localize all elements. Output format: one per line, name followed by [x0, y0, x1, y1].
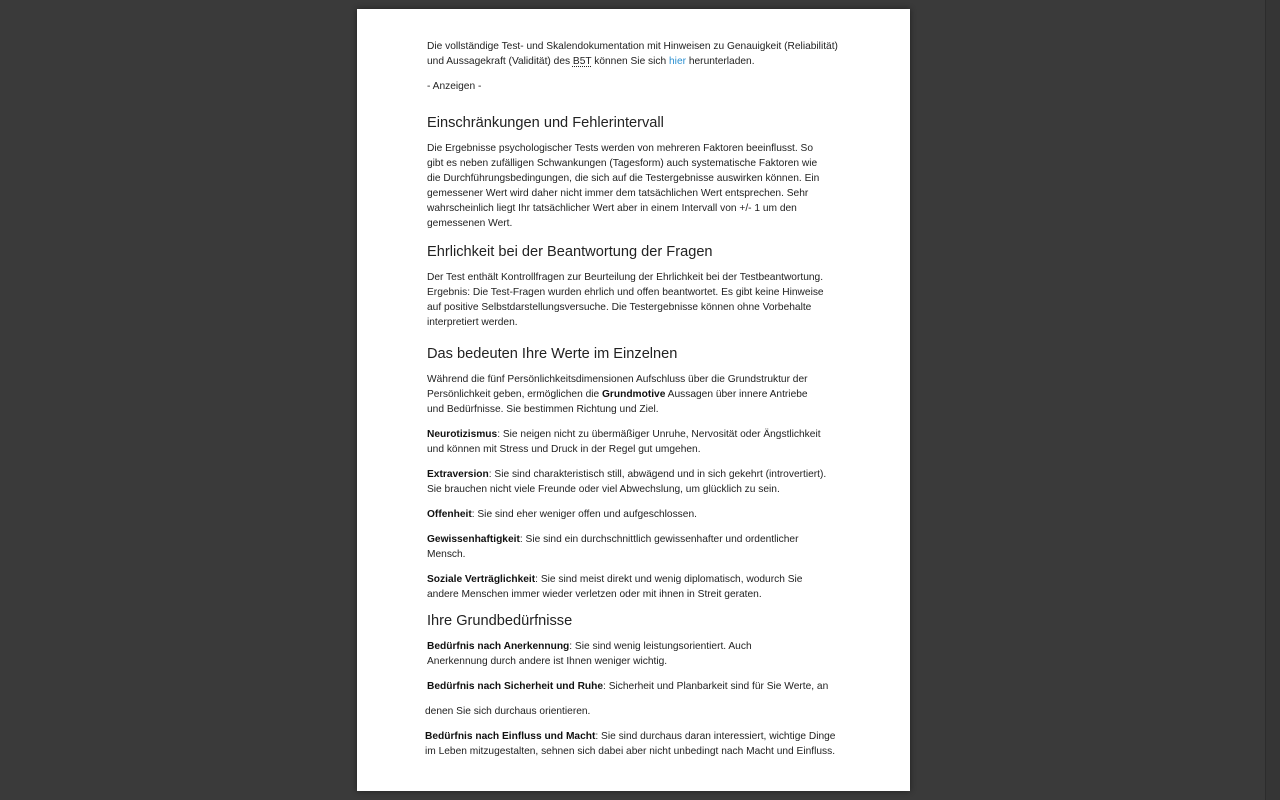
trait-text: : Sie sind charakteristisch still, abwägend und in sich gekehrt (introvertiert). Sie brauchen nicht viele Freunde oder viel Abwechslung, um glücklich zu sein. — [427, 469, 827, 495]
b5t-abbreviation: B5T — [572, 56, 592, 67]
page-content — [427, 39, 839, 769]
trait-extraversion — [427, 467, 835, 497]
heading-limits: Einschränkungen und Fehlerintervall — [427, 115, 664, 131]
intro-text-end: herunterladen. — [686, 56, 755, 67]
trait-label: Offenheit — [427, 509, 472, 520]
trait-text: : Sie sind meist direkt und wenig diplomatisch, wodurch Sie andere Menschen immer wieder verletzen oder mit ihnen in Streit geraten. — [427, 574, 803, 600]
heading-needs: Ihre Grundbedürfnisse — [427, 613, 573, 629]
values-intro-paragraph — [427, 372, 827, 417]
intro-text: Die vollständige Test- und Skalendokumentation mit Hinweisen zu Genauigkeit (Reliabilität) und Aussagekraft (Validität) des — [427, 41, 838, 67]
need-text: : Sie sind durchaus daran interessiert, wichtige Dinge im Leben mitzugestalten, sehnen sich dabei aber nicht unbedingt nach Macht und Einfluss. — [425, 731, 836, 757]
values-intro-text: Während die fünf Persönlichkeitsdimensionen Aufschluss über die Grundstruktur der Persönlichkeit geben, ermöglichen die — [427, 374, 808, 400]
need-label: Bedürfnis nach Einfluss und Macht — [425, 731, 596, 742]
need-label: Bedürfnis nach Sicherheit und Ruhe — [427, 681, 604, 692]
need-anerkennung — [427, 639, 812, 669]
limits-paragraph: Die Ergebnisse psychologischer Tests werden von mehreren Faktoren beeinflusst. So gibt es neben zufälligen Schwankungen (Tagesform) auch systematische Faktoren wie die Durchführungsbedingungen, die sich auf die Testergebnisse auswirken können. Ein gemessener Wert wird daher nicht immer dem tatsächlichen Wert entsprechen. Sehr wahrscheinlich liegt Ihr tatsächlicher Wert aber in einem Intervall von +/- 1 um den gemessenen Wert. — [427, 143, 820, 229]
grundmotive-term: Grundmotive — [602, 389, 666, 400]
download-link[interactable]: hier — [669, 56, 687, 67]
need-sicherheit-continuation: denen Sie sich durchaus orientieren. — [425, 706, 591, 717]
honesty-paragraph: Der Test enthält Kontrollfragen zur Beurteilung der Ehrlichkeit bei der Testbeantwortung. Ergebnis: Die Test-Fragen wurden ehrlich und offen beantwortet. Es gibt keine Hinweise auf positive Selbstdarstellungsversuche. Die Testergebnisse können ohne Vorbehalte interpretiert werden. — [427, 272, 824, 328]
heading-honesty: Ehrlichkeit bei der Beantwortung der Fragen — [427, 244, 713, 260]
document-page — [357, 9, 910, 791]
intro-text-middle: können Sie sich — [591, 56, 670, 67]
trait-soziale-vertraeglichkeit — [427, 572, 829, 602]
trait-text: : Sie neigen nicht zu übermäßiger Unruhe, Nervosität oder Ängstlichkeit und können mit Stress und Druck in der Regel gut umgehen. — [427, 429, 821, 455]
intro-paragraph — [427, 39, 839, 69]
trait-gewissenhaftigkeit — [427, 532, 839, 562]
need-text: : Sie sind wenig leistungsorientiert. Auch Anerkennung durch andere ist Ihnen weniger wichtig. — [427, 641, 752, 667]
trait-offenheit — [427, 507, 839, 522]
trait-text: : Sie sind ein durchschnittlich gewissenhafter und ordentlicher Mensch. — [427, 534, 799, 560]
ads-label: - Anzeigen - — [427, 81, 482, 92]
trait-text: : Sie sind eher weniger offen und aufgeschlossen. — [471, 509, 697, 520]
heading-values: Das bedeuten Ihre Werte im Einzelnen — [427, 346, 678, 362]
trait-label: Gewissenhaftigkeit — [427, 534, 520, 545]
trait-label: Extraversion — [427, 469, 489, 480]
need-einfluss — [425, 729, 837, 759]
need-text: : Sicherheit und Planbarkeit sind für Sie Werte, an — [603, 681, 829, 692]
need-sicherheit — [427, 679, 839, 694]
trait-neurotizismus — [427, 427, 832, 457]
trait-label: Neurotizismus — [427, 429, 498, 440]
need-label: Bedürfnis nach Anerkennung — [427, 641, 570, 652]
trait-label: Soziale Verträglichkeit — [427, 574, 536, 585]
values-intro-text-end: Aussagen über innere Antriebe und Bedürfnisse. Sie bestimmen Richtung und Ziel. — [427, 389, 808, 415]
viewer-scrollbar[interactable] — [1265, 0, 1280, 800]
